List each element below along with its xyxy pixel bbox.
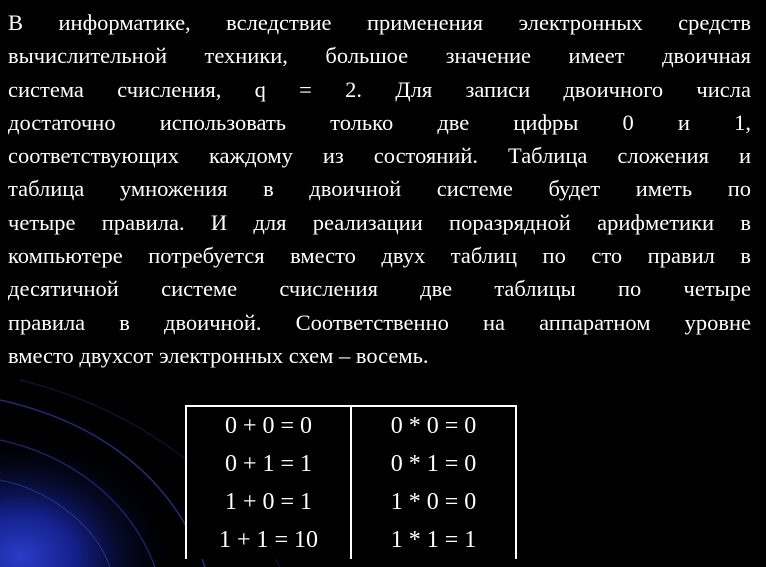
- paragraph-line: В информатике, вследствие применения электронных средств: [8, 10, 751, 35]
- body-paragraph: [8, 6, 751, 372]
- paragraph-line: компьютере потребуется вместо двух таблиц по сто правил в: [8, 243, 751, 269]
- table-row: [186, 483, 516, 521]
- multiplication-rule: 1 * 1 = 1: [351, 521, 516, 559]
- addition-rule: 1 + 1 = 10: [186, 521, 351, 559]
- table-row: [186, 406, 516, 445]
- paragraph-line: четыре правила. И для реализации поразрядной арифметики в: [8, 209, 751, 235]
- table-row: [186, 521, 516, 559]
- addition-rule: 0 + 0 = 0: [186, 406, 351, 445]
- paragraph-line: соответствующих каждому из состояний. Таблица сложения и: [8, 143, 751, 169]
- paragraph-line: достаточно использовать только две цифры 0 и 1,: [8, 109, 751, 135]
- table-row: [186, 445, 516, 483]
- multiplication-rule: 0 * 1 = 0: [351, 445, 516, 483]
- binary-rules-table: [185, 405, 517, 559]
- addition-rule: 1 + 0 = 1: [186, 483, 351, 521]
- multiplication-rule: 1 * 0 = 0: [351, 483, 516, 521]
- paragraph-line: вычислительной техники, большое значение имеет двоичная: [8, 43, 751, 69]
- multiplication-rule: 0 * 0 = 0: [351, 406, 516, 445]
- paragraph-line: правила в двоичной. Соответственно на аппаратном уровне: [8, 309, 751, 335]
- addition-rule: 0 + 1 = 1: [186, 445, 351, 483]
- paragraph-line: вместо двухсот электронных схем – восемь.: [8, 342, 429, 368]
- paragraph-line: система счисления, q = 2. Для записи двоичного числа: [8, 76, 751, 102]
- paragraph-line: таблица умножения в двоичной системе будет иметь по: [8, 176, 751, 202]
- paragraph-line: десятичной системе счисления две таблицы по четыре: [8, 276, 751, 302]
